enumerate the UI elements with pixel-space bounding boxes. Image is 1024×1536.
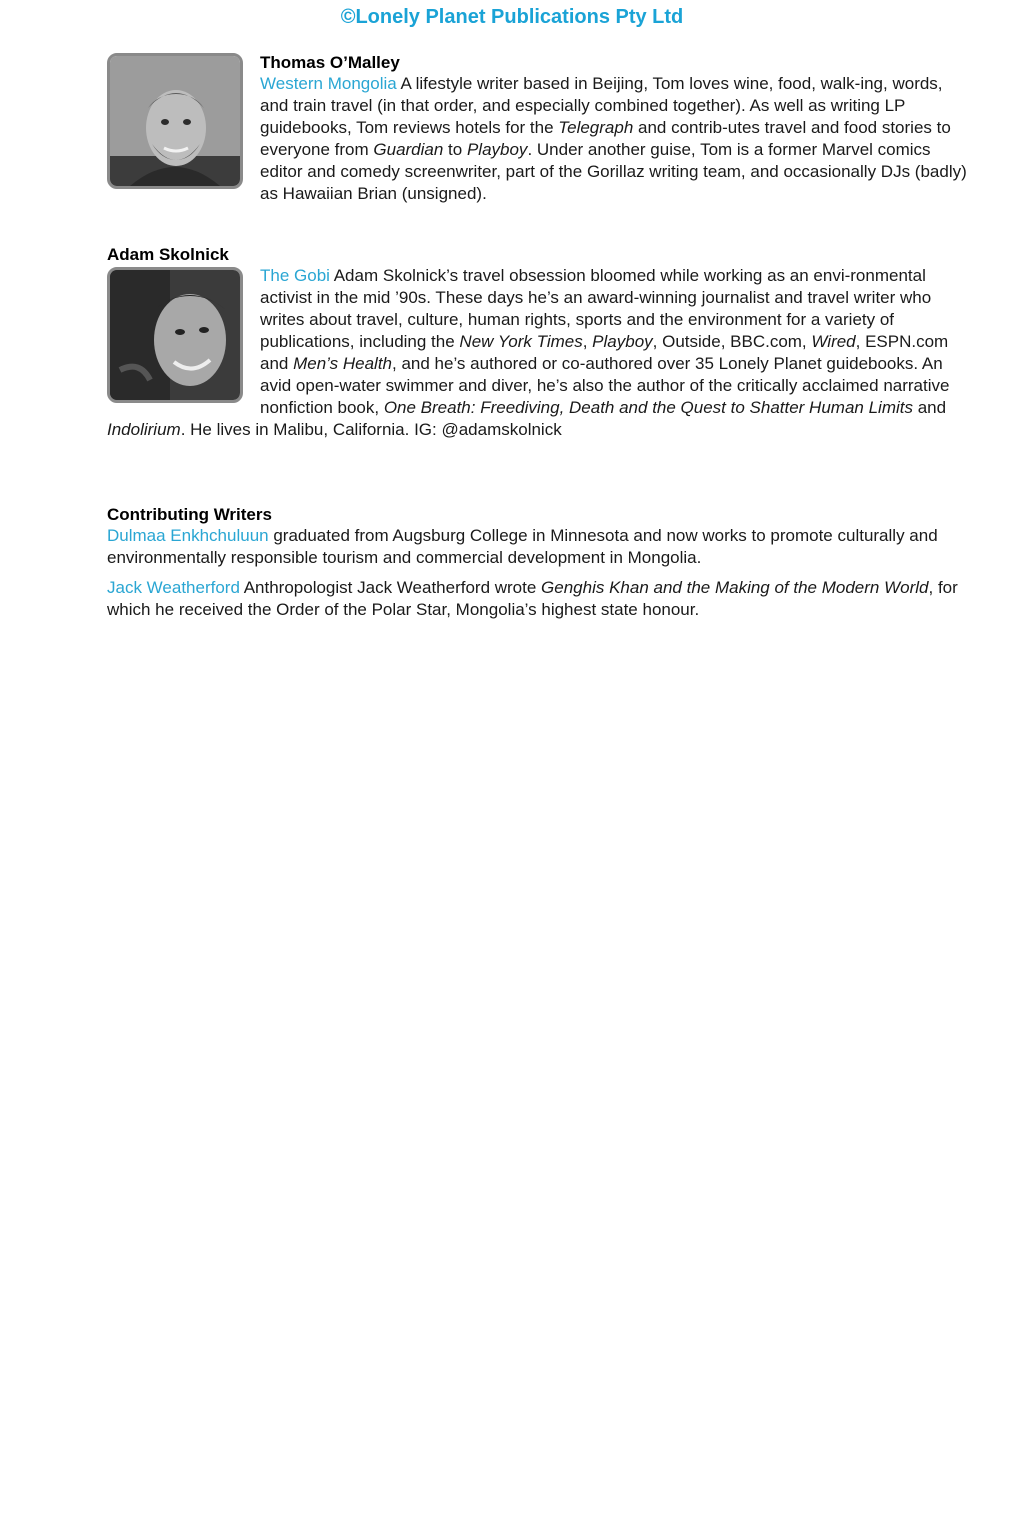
contributor-link[interactable]: Dulmaa Enkhchuluun	[107, 526, 269, 545]
author-bio: Western Mongolia A lifestyle writer based in Beijing, Tom loves wine, food, walk-ing, words, and train travel (in that order, and especially combined together). As well as writing LP guidebooks, Tom reviews hotels for the Telegraph and contrib-utes travel and food stories to everyone from Guardian to Playboy. Under another guise, Tom is a former Marvel comics editor and comedy screenwriter, part of the Gorillaz writing team, and occasionally DJs (badly) as Hawaiian Brian (unsigned).	[260, 74, 967, 203]
copyright-header: ©Lonely Planet Publications Pty Ltd	[340, 6, 684, 28]
contributor-entry: Jack Weatherford Anthropologist Jack Weatherford wrote Genghis Khan and the Making of the Modern World, for which he received the Order of the Polar Star, Mongolia’s highest state honour.	[107, 578, 958, 619]
author-name: Thomas O’Malley	[260, 53, 400, 72]
author-photo-adam	[107, 267, 243, 403]
portrait-thomas-image	[110, 56, 240, 186]
region-link[interactable]: The Gobi	[260, 266, 330, 285]
contributing-heading: Contributing Writers	[107, 505, 272, 524]
author-thomas-omalley	[107, 53, 973, 205]
region-link[interactable]: Western Mongolia	[260, 74, 397, 93]
author-adam-skolnick	[107, 245, 973, 441]
author-photo-thomas	[107, 53, 243, 189]
contributing-writers	[107, 505, 973, 629]
author-bio: The Gobi Adam Skolnick’s travel obsession bloomed while working as an envi-ronmental activist in the mid ’90s. These days he’s an award-winning journalist and travel writer who writes about travel, culture, human rights, sports and the environment for a variety of publications, including the New York Times, Playboy, Outside, BBC.com, Wired, ESPN.com and Men’s Health, and he’s authored or co-authored over 35 Lonely Planet guidebooks. An avid open-water swimmer and diver, he’s also the author of the critically acclaimed narrative nonfiction book, One Breath: Freediving, Death and the Quest to Shatter Human Limits and Indolirium. He lives in Malibu, California. IG: @adamskolnick	[107, 266, 950, 439]
contributor-entry: Dulmaa Enkhchuluun graduated from Augsburg College in Minnesota and now works to promote culturally and environmentally responsible tourism and commercial development in Mongolia.	[107, 526, 938, 567]
contributor-link[interactable]: Jack Weatherford	[107, 578, 240, 597]
portrait-adam-image	[110, 270, 240, 400]
author-name: Adam Skolnick	[107, 245, 229, 264]
